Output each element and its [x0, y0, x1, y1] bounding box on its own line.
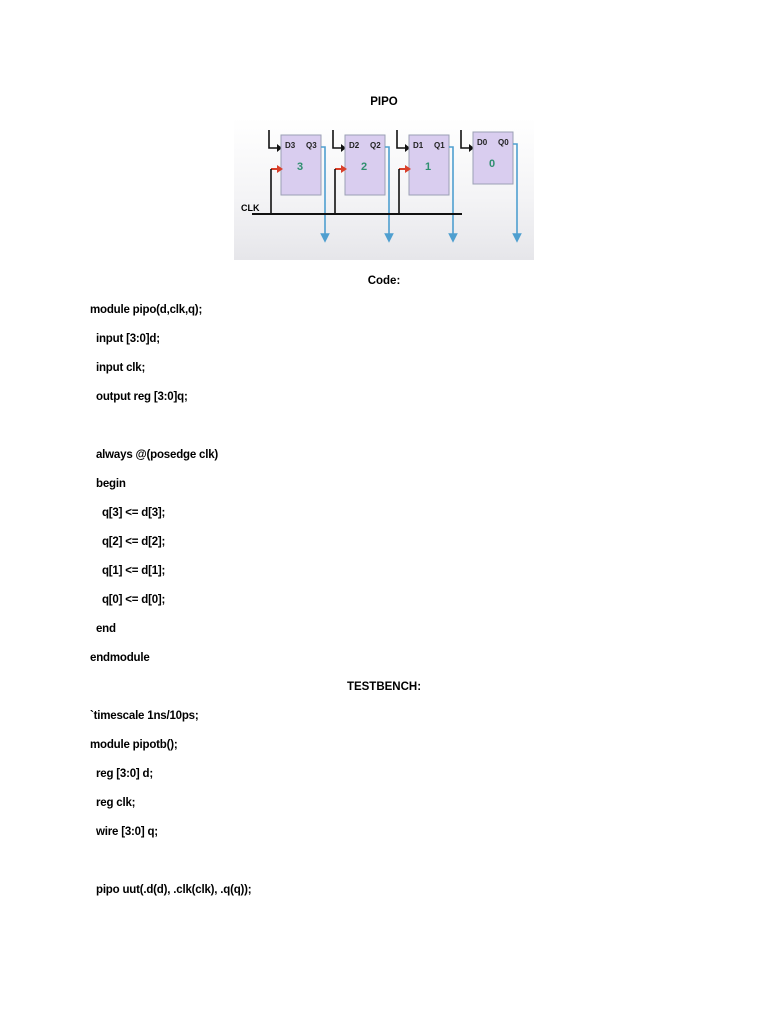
testbench-line: wire [3:0] q; [90, 826, 158, 838]
q-output-label: Q0 [498, 138, 509, 147]
code-line: end [90, 623, 116, 635]
testbench-line: reg clk; [90, 797, 136, 809]
stored-bit-value: 3 [297, 161, 304, 173]
d-input-label: D2 [349, 141, 360, 150]
pipo-circuit-svg [234, 118, 534, 260]
code-line: input clk; [90, 362, 146, 374]
stored-bit-value: 1 [425, 161, 432, 173]
code-line: input [3:0]d; [90, 333, 160, 345]
pipo-circuit-diagram [234, 118, 534, 260]
code-line: module pipo(d,clk,q); [90, 304, 203, 316]
testbench-line: reg [3:0] d; [90, 768, 154, 780]
code-line: output reg [3:0]q; [90, 391, 188, 403]
code-line: q[0] <= d[0]; [90, 594, 166, 606]
code-line: q[1] <= d[1]; [90, 565, 166, 577]
testbench-heading: TESTBENCH: [346, 681, 422, 693]
document-title: PIPO [370, 96, 398, 108]
code-heading: Code: [367, 275, 401, 287]
q-output-label: Q3 [306, 141, 317, 150]
d-input-label: D1 [413, 141, 424, 150]
code-line: always @(posedge clk) [90, 449, 219, 461]
code-line: begin [90, 478, 126, 490]
clock-label: CLK [241, 203, 260, 213]
q-output-label: Q2 [370, 141, 381, 150]
stored-bit-value: 0 [489, 158, 496, 170]
testbench-line: `timescale 1ns/10ps; [90, 710, 199, 722]
stored-bit-value: 2 [361, 161, 368, 173]
q-output-label: Q1 [434, 141, 445, 150]
testbench-line: pipo uut(.d(d), .clk(clk), .q(q)); [90, 884, 252, 896]
testbench-line: module pipotb(); [90, 739, 178, 751]
code-line: q[3] <= d[3]; [90, 507, 166, 519]
code-line: q[2] <= d[2]; [90, 536, 166, 548]
d-input-label: D0 [477, 138, 488, 147]
d-input-label: D3 [285, 141, 296, 150]
code-line: endmodule [90, 652, 150, 664]
